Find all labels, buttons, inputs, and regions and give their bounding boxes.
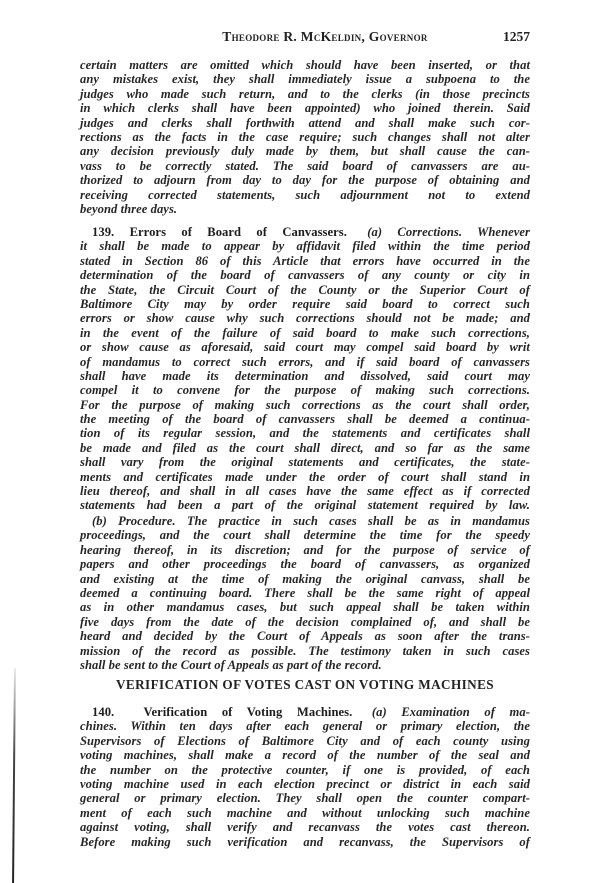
text-line: rections as the facts in the case require; such changes shall not alter [80, 129, 530, 144]
continued-paragraph [80, 58, 530, 216]
subsection-label: (a) Corrections. Whenever [367, 225, 530, 239]
text-line: compel it to convene for the purpose of making such corrections. [80, 383, 530, 398]
text-line: chines. Within ten days after each general or primary election, the [80, 719, 530, 734]
text-line: hearing thereof, in its discretion; and for the purpose of service of [80, 542, 530, 557]
text-line: any decision previously duly made by them, but shall cause the can- [80, 144, 530, 159]
text-line: deemed a continuing board. There shall be the same right of appeal [80, 585, 530, 600]
text-line: stated in Section 86 of this Article that errors have occurred in the [80, 253, 530, 268]
text-line: shall vary from the original statements and certificates, the state- [80, 455, 530, 470]
text-line: heard and decided by the Court of Appeals as soon after the trans- [80, 629, 530, 644]
text-line: five days from the date of the decision complained of, and shall be [80, 614, 530, 629]
text-line: in which clerks shall have been appointed) who joined therein. Said [80, 101, 530, 116]
text-line: or show cause as aforesaid, said court may compel said board by writ [80, 340, 530, 355]
text-line: errors or show cause why such corrections should not be made; and [80, 311, 530, 326]
text-line: it shall be made to appear by affidavit filed within the time period [80, 239, 530, 254]
text-line: tion of its regular session, and the statements and certificates shall [80, 426, 530, 441]
text-line: receiving corrected statements, such adjournment not to extend [80, 187, 530, 202]
text-line: lieu thereof, and shall in all cases have the same effect as if corrected [80, 484, 530, 499]
text-line: ments and certificates made under the order of court shall stand in [80, 469, 530, 484]
section-139-first-line [80, 225, 530, 239]
section-title: Verification of Voting Machines. [143, 705, 353, 719]
text-line: Before making such verification and recanvass, the Supervisors of [80, 834, 530, 849]
text-line: shall be sent to the Court of Appeals as part of the record. [80, 657, 382, 672]
text-line: ment of each such machine and without unlocking such machine [80, 805, 530, 820]
subsection-label: (a) Examination of ma- [371, 705, 530, 719]
text-line: determination of the board of canvassers of any county or city in [80, 268, 530, 283]
text-line: papers and other proceedings the board of canvassers, as organized [80, 557, 530, 572]
section-139-paragraph-b [80, 514, 530, 672]
text-line: any mistakes exist, they shall immediately issue a subpoena to the [80, 72, 530, 87]
text-line: voting machine used in each election precinct or district in each said [80, 776, 530, 791]
running-title: Theodore R. McKeldin, Governor [222, 29, 428, 44]
section-number: 140. [92, 705, 115, 719]
text-line: in the event of the failure of said board to make such corrections, [80, 325, 530, 340]
section-140-paragraph [80, 705, 530, 849]
running-head [160, 29, 530, 47]
text-line: proceedings, and the court shall determine the time for the speedy [80, 528, 530, 543]
text-line: shall have made its determination and dissolved, said court may [80, 368, 530, 383]
text-line: mission of the record as possible. The testimony taken in such cases [80, 643, 530, 658]
text-line: voting machines, shall make a record of the number of the seal and [80, 748, 530, 763]
section-140-first-line [80, 705, 530, 719]
text-line: (b) Procedure. The practice in such cases shall be as in mandamus [92, 514, 530, 528]
text-line: Supervisors of Elections of Baltimore City and of each county using [80, 733, 530, 748]
text-line: judges and clerks shall forthwith attend and shall make such cor- [80, 115, 530, 130]
text-line: the State, the Circuit Court of the County or the Superior Court of [80, 282, 530, 297]
text-line: the number on the protective counter, if one is provided, of each [80, 762, 530, 777]
text-line: Baltimore City may by order require said board to correct such [80, 296, 530, 311]
text-line: and existing at the time of making the original canvass, shall be [80, 571, 530, 586]
text-line: beyond three days. [80, 201, 178, 216]
text-line: thorized to adjourn from day to day for the purpose of obtaining and [80, 173, 530, 188]
text-line: be made and filed as the court shall direct, and so far as the same [80, 440, 530, 455]
text-line: as in other mandamus cases, but such appeal shall be taken within [80, 600, 530, 615]
text-line: the meeting of the board of canvassers shall be deemed a continua- [80, 412, 530, 427]
section-139-paragraph-a [80, 225, 530, 513]
text-line: vass to be correctly stated. The said board of canvassers are au- [80, 158, 530, 173]
text-line: judges who made such return, and to the clerks (in those precincts [80, 86, 530, 101]
text-line: of mandamus to correct such errors, and if said board of canvassers [80, 354, 530, 369]
scanner-edge-line [12, 668, 16, 883]
section-heading: VERIFICATION OF VOTES CAST ON VOTING MACHINES [116, 677, 494, 692]
text-line: certain matters are omitted which should have been inserted, or that [80, 58, 530, 72]
page-number: 1257 [503, 29, 530, 44]
text-line: For the purpose of making such corrections as the court shall order, [80, 397, 530, 412]
text-line: against voting, shall verify and recanvass the votes cast thereon. [80, 820, 530, 835]
section-number: 139. [92, 225, 115, 239]
text-line: statements had been a part of the original statement required by law. [80, 498, 530, 513]
section-title: Errors of Board of Canvassers. [129, 225, 347, 239]
text-line: general or primary election. They shall open the counter compart- [80, 791, 530, 806]
